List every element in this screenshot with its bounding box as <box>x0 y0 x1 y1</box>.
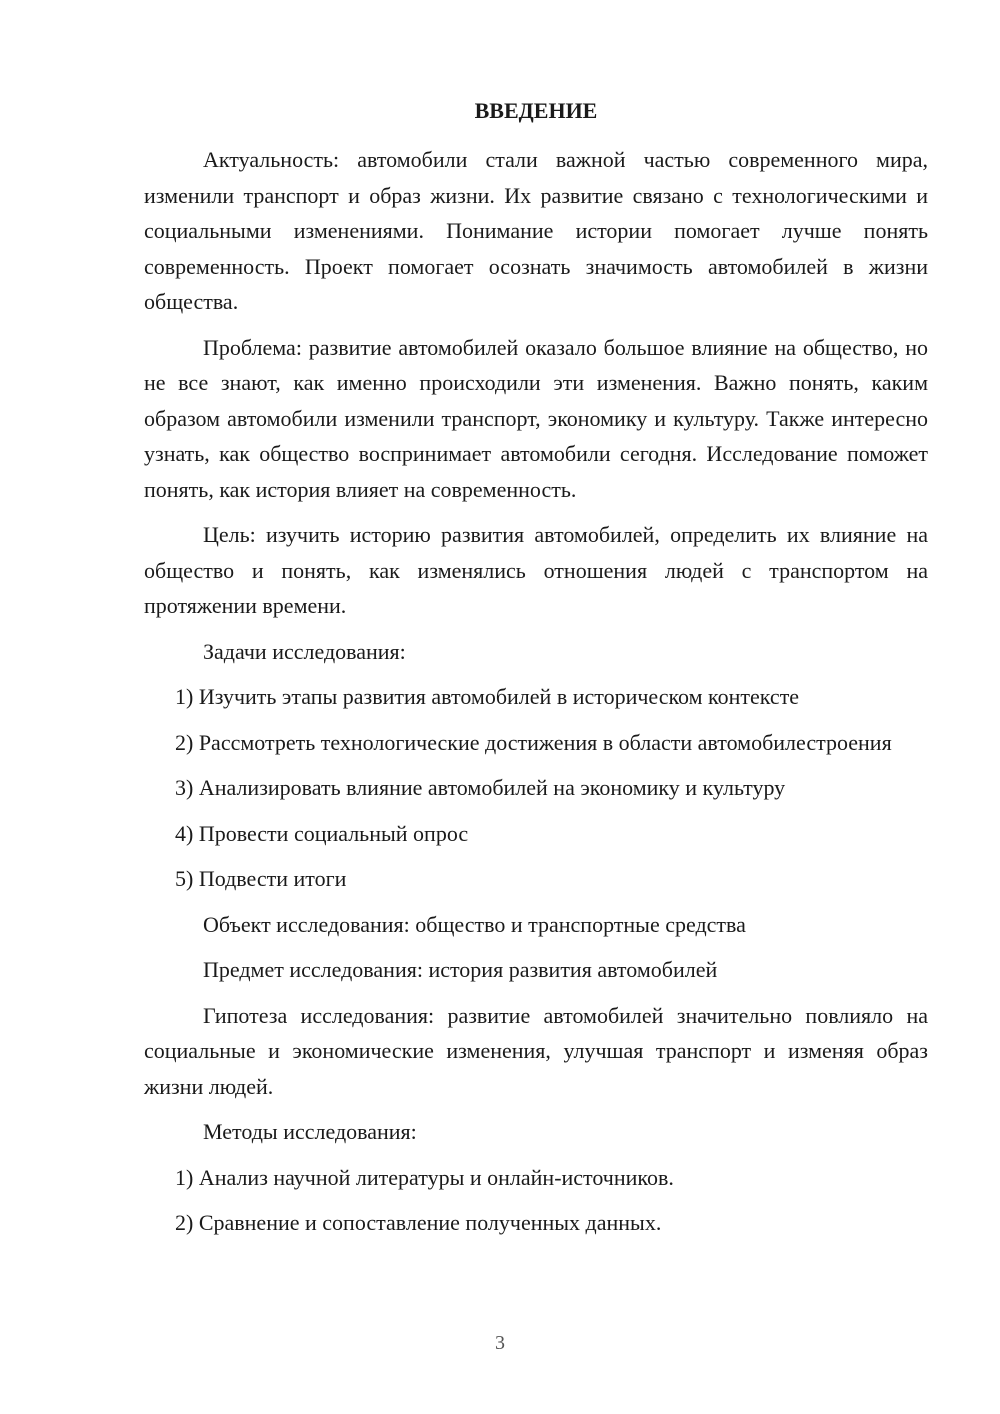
page-content <box>144 94 928 1251</box>
method-item: 1) Анализ научной литературы и онлайн-источников. <box>175 1164 674 1190</box>
methods-heading: Методы исследования: <box>203 1119 417 1144</box>
task-item: 4) Провести социальный опрос <box>175 820 469 846</box>
task-item: 1) Изучить этапы развития автомобилей в историческом контексте <box>175 684 800 709</box>
research-object: Объект исследования: общество и транспортные средства <box>203 911 746 937</box>
research-hypothesis: Гипотеза исследования: развитие автомобилей значительно повлияло на социальные и экономические изменения, улучшая транспорт и изменяя образ жизни людей. <box>144 1002 928 1099</box>
task-item: 2) Рассмотреть технологические достижения в области автомобилестроения <box>175 729 892 755</box>
paragraph-goal: Цель: изучить историю развития автомобилей, определить их влияние на общество и понять, как изменялись отношения людей с транспортом на протяжении времени. <box>144 522 928 618</box>
method-item: 2) Сравнение и сопоставление полученных данных. <box>175 1210 662 1235</box>
task-item: 5) Подвести итоги <box>175 866 347 891</box>
task-item: 3) Анализировать влияние автомобилей на экономику и культуру <box>175 775 786 800</box>
page-title: ВВЕДЕНИЕ <box>474 98 598 123</box>
research-subject: Предмет исследования: история развития автомобилей <box>203 957 718 982</box>
paragraph-problem: Проблема: развитие автомобилей оказало большое влияние на общество, но не все знают, как именно происходили эти изменения. Важно понять, каким образом автомобили изменили транспорт, экономику и культуру. Также интересно узнать, как общество воспринимает автомобили сегодня. Исследование поможет понять, как история влияет на современность. <box>144 334 928 502</box>
tasks-heading: Задачи исследования: <box>203 638 406 664</box>
paragraph-relevance: Актуальность: автомобили стали важной частью современного мира, изменили транспорт и образ жизни. Их развитие связано с технологическими и социальными изменениями. Понимание истории помогает лучше понять современность. Проект помогает осознать значимость автомобилей в жизни общества. <box>144 147 928 314</box>
page-number: 3 <box>495 1332 505 1354</box>
